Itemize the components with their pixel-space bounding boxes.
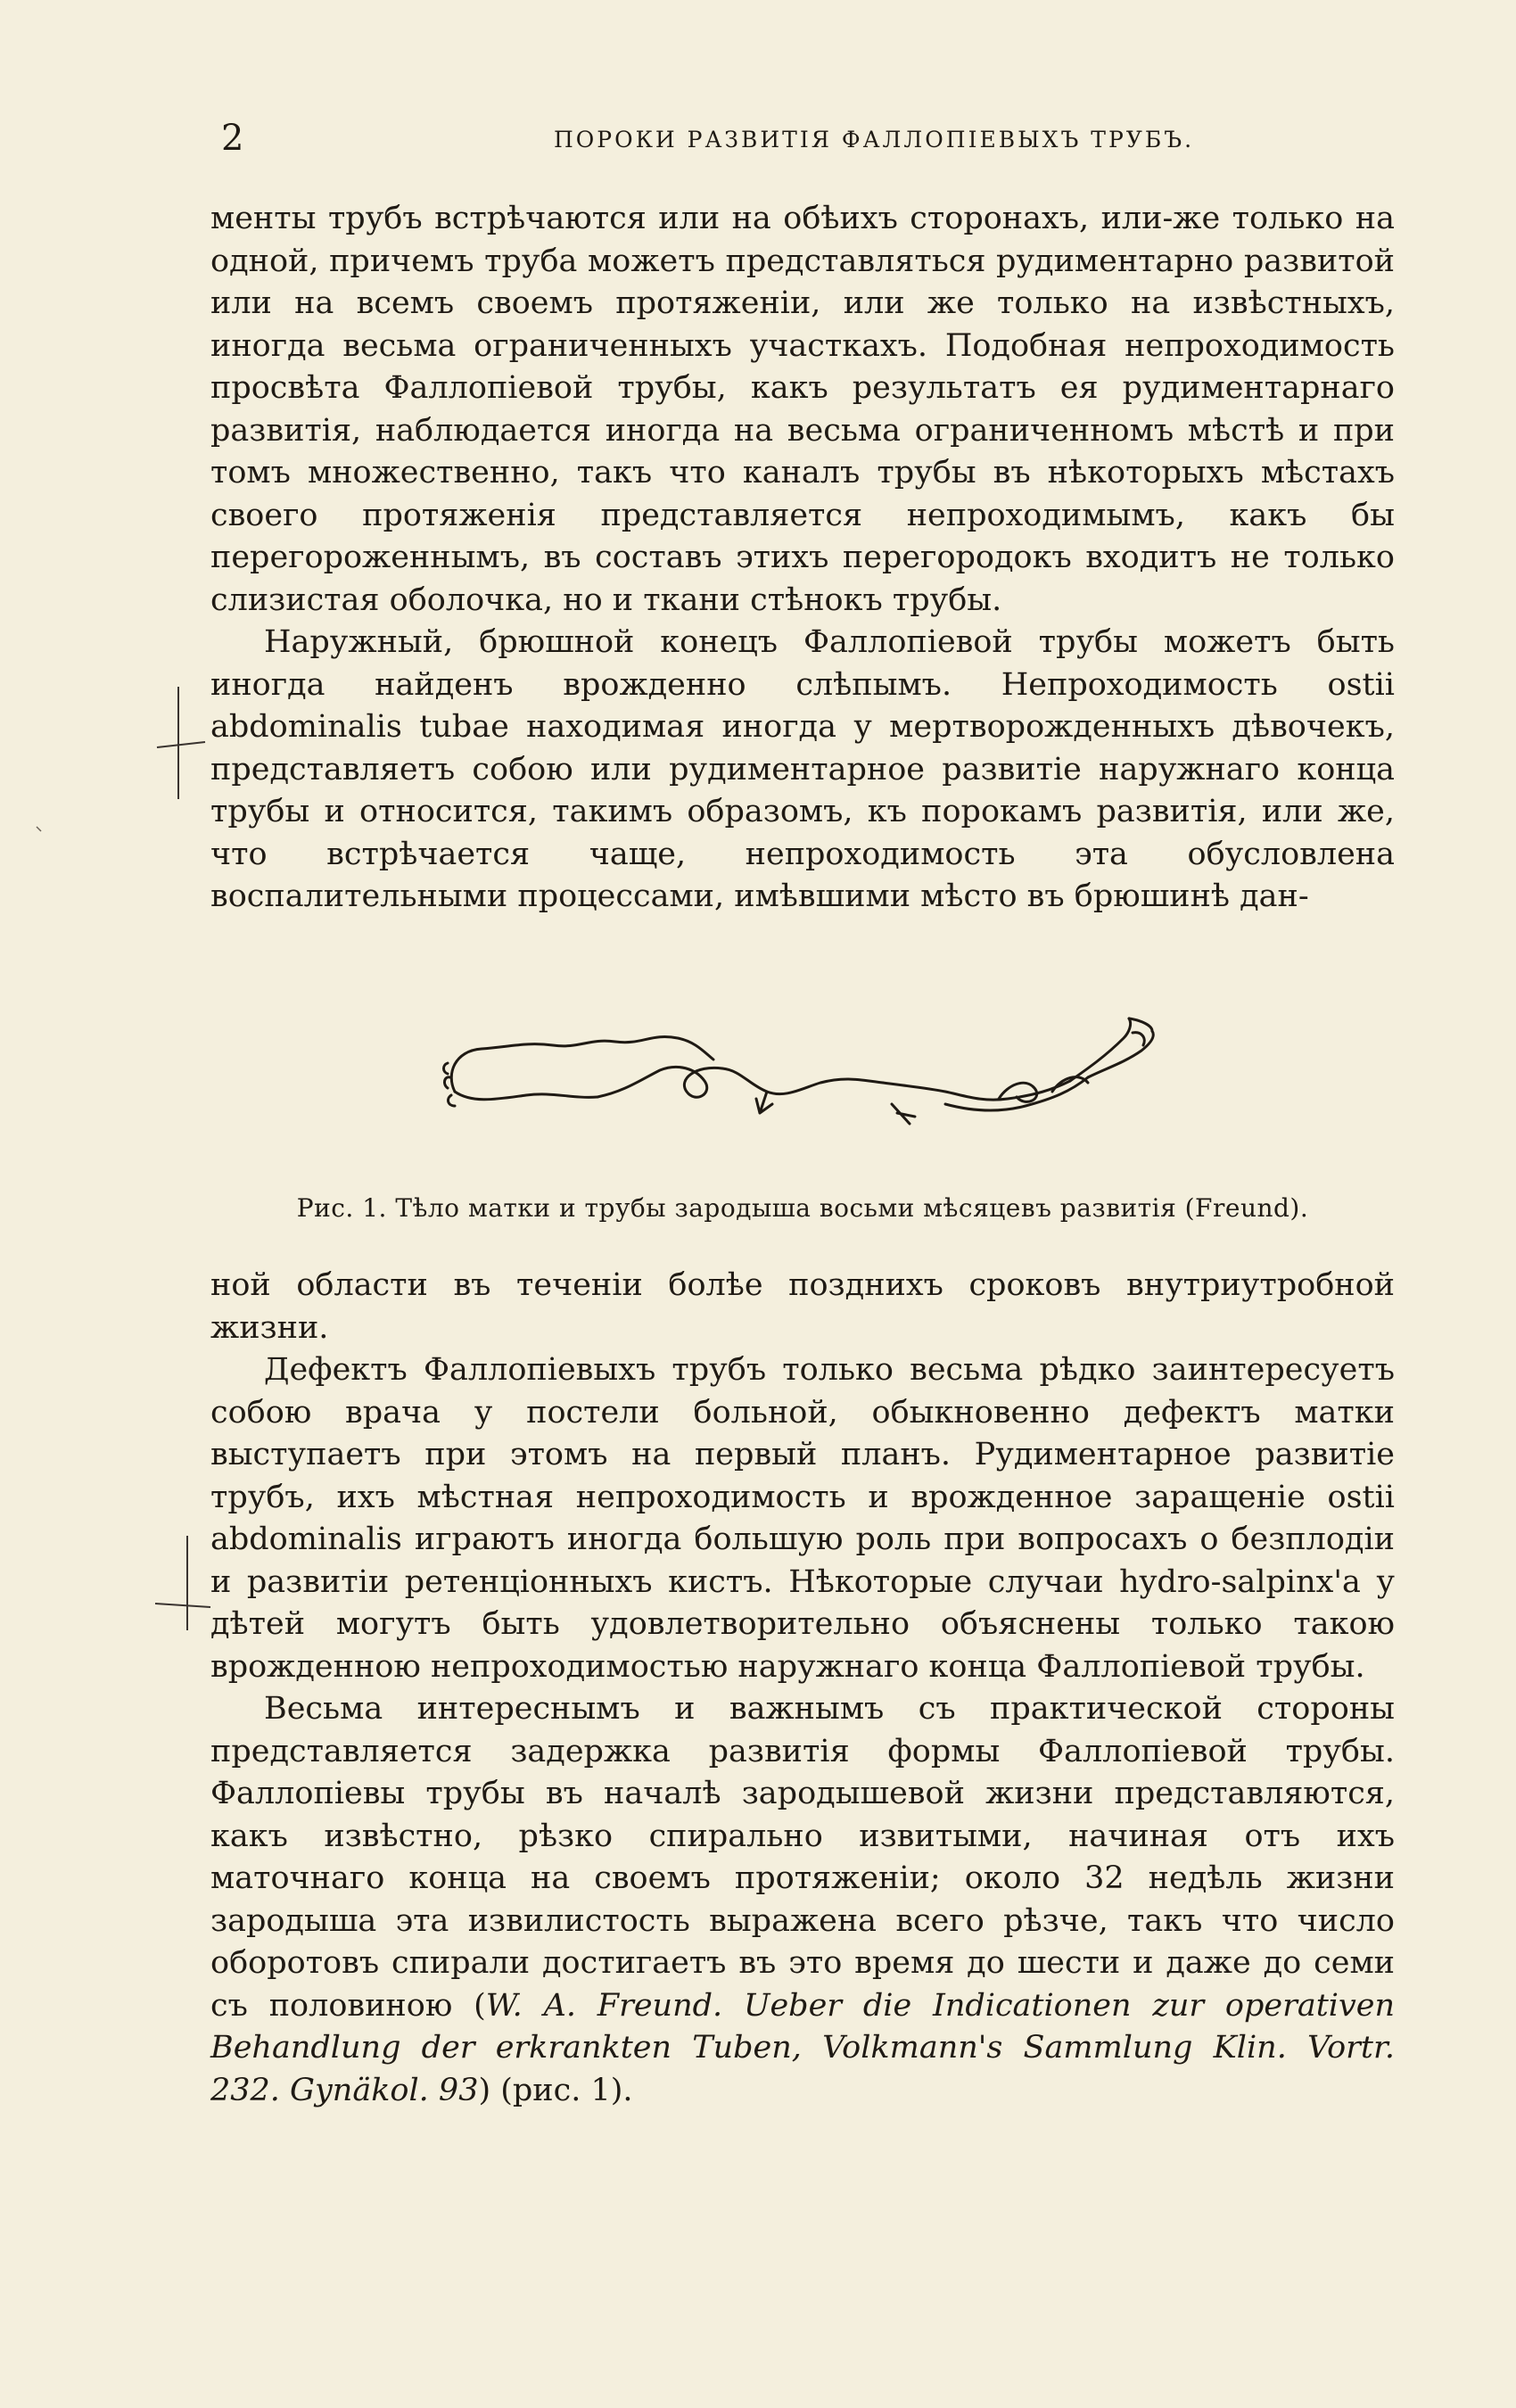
paragraph: ной области въ теченіи болѣе позднихъ сроковъ внутриутробной жизни.	[210, 1267, 1395, 1346]
figure-caption: Рис. 1. Тѣло матки и трубы зародыша восьми мѣсяцевъ развитія (Freund).	[296, 1193, 1309, 1223]
paragraph: Дефектъ Фаллопіевыхъ трубъ только весьма рѣдко заинтересуетъ собою врача у постели больной, обыкновенно дефектъ матки выступаетъ при этомъ на первый планъ. Рудиментарное развитіе трубъ, ихъ мѣстная непроходимость и врожденное заращеніе ostii abdominalis играютъ иногда большую роль при вопросахъ о безплодіи и развитіи ретенціонныхъ кистъ. Нѣкоторые случаи hydro-salpinx'а у дѣтей могутъ быть удовлетворительно объяснены только такою врожденною непроходимостью наружнаго конца Фаллопіевой трубы.	[210, 1352, 1395, 1685]
paragraph: менты трубъ встрѣчаются или на обѣихъ сторонахъ, или-же только на одной, причемъ труба можетъ представляться рудиментарно развитой или на всемъ своемъ протяженіи, или же только на извѣстныхъ, иногда весьма ограниченныхъ участкахъ. Подобная непроходимость просвѣта Фаллопіевой трубы, какъ результатъ ея рудиментарнаго развитія, наблюдается иногда на весьма ограниченномъ мѣстѣ и при томъ множественно, такъ что каналъ трубы въ нѣкоторыхъ мѣстахъ своего протяженія представляется непроходимымъ, какъ бы перегороженнымъ, въ составъ этихъ перегородокъ входитъ не только слизистая оболочка, но и ткани стѣнокъ трубы.	[210, 201, 1395, 618]
citation: W. A. Freund. Ueber die Indicationen zur operativen Behandlung der erkrankten Tuben, Volkmann's Sammlung Klin. Vortr. 232. Gynäkol. 93	[210, 1987, 1395, 2108]
paper-speck	[36, 826, 43, 833]
body-text-top	[210, 198, 1395, 919]
page-number: 2	[221, 118, 244, 159]
paragraph-with-citation	[210, 1688, 1395, 2112]
margin-pencil-mark	[152, 1534, 214, 1632]
page-header	[210, 118, 1395, 171]
paragraph-tail: ) (рис. 1).	[478, 2072, 633, 2108]
body-text-bottom	[210, 1265, 1395, 2112]
running-title: ПОРОКИ РАЗВИТІЯ ФАЛЛОПІЕВЫХЪ ТРУБЪ.	[553, 127, 1195, 153]
paragraph-text: Весьма интереснымъ и важнымъ съ практической стороны представляется задержка развитія формы Фаллопіевой трубы. Фаллопіевы трубы въ началѣ зародышевой жизни представляются, какъ извѣстно, рѣзко спирально извитыми, начиная отъ ихъ маточнаго конца на своемъ протяженіи; около 32 недѣль жизни зародыша эта извилистость выражена всего рѣзче, такъ что число оборотовъ спирали достигаетъ въ это время до шести и даже до семи съ половиною (	[210, 1691, 1395, 2024]
paragraph: Наружный, брюшной конецъ Фаллопіевой трубы можетъ быть иногда найденъ врожденно слѣпымъ. Непроходимость ostii abdominalis tubae находимая иногда у мертворожденныхъ дѣвочекъ, представляетъ собою или рудиментарное развитіе наружнаго конца трубы и относится, такимъ образомъ, къ порокамъ развитія, или же, что встрѣчается чаще, непроходимость эта обусловлена воспалительными процессами, имѣвшими мѣсто въ брюшинѣ дан-	[210, 624, 1395, 914]
figure-fallopian-tube-drawing	[428, 1006, 1195, 1149]
margin-pencil-mark	[152, 685, 214, 801]
